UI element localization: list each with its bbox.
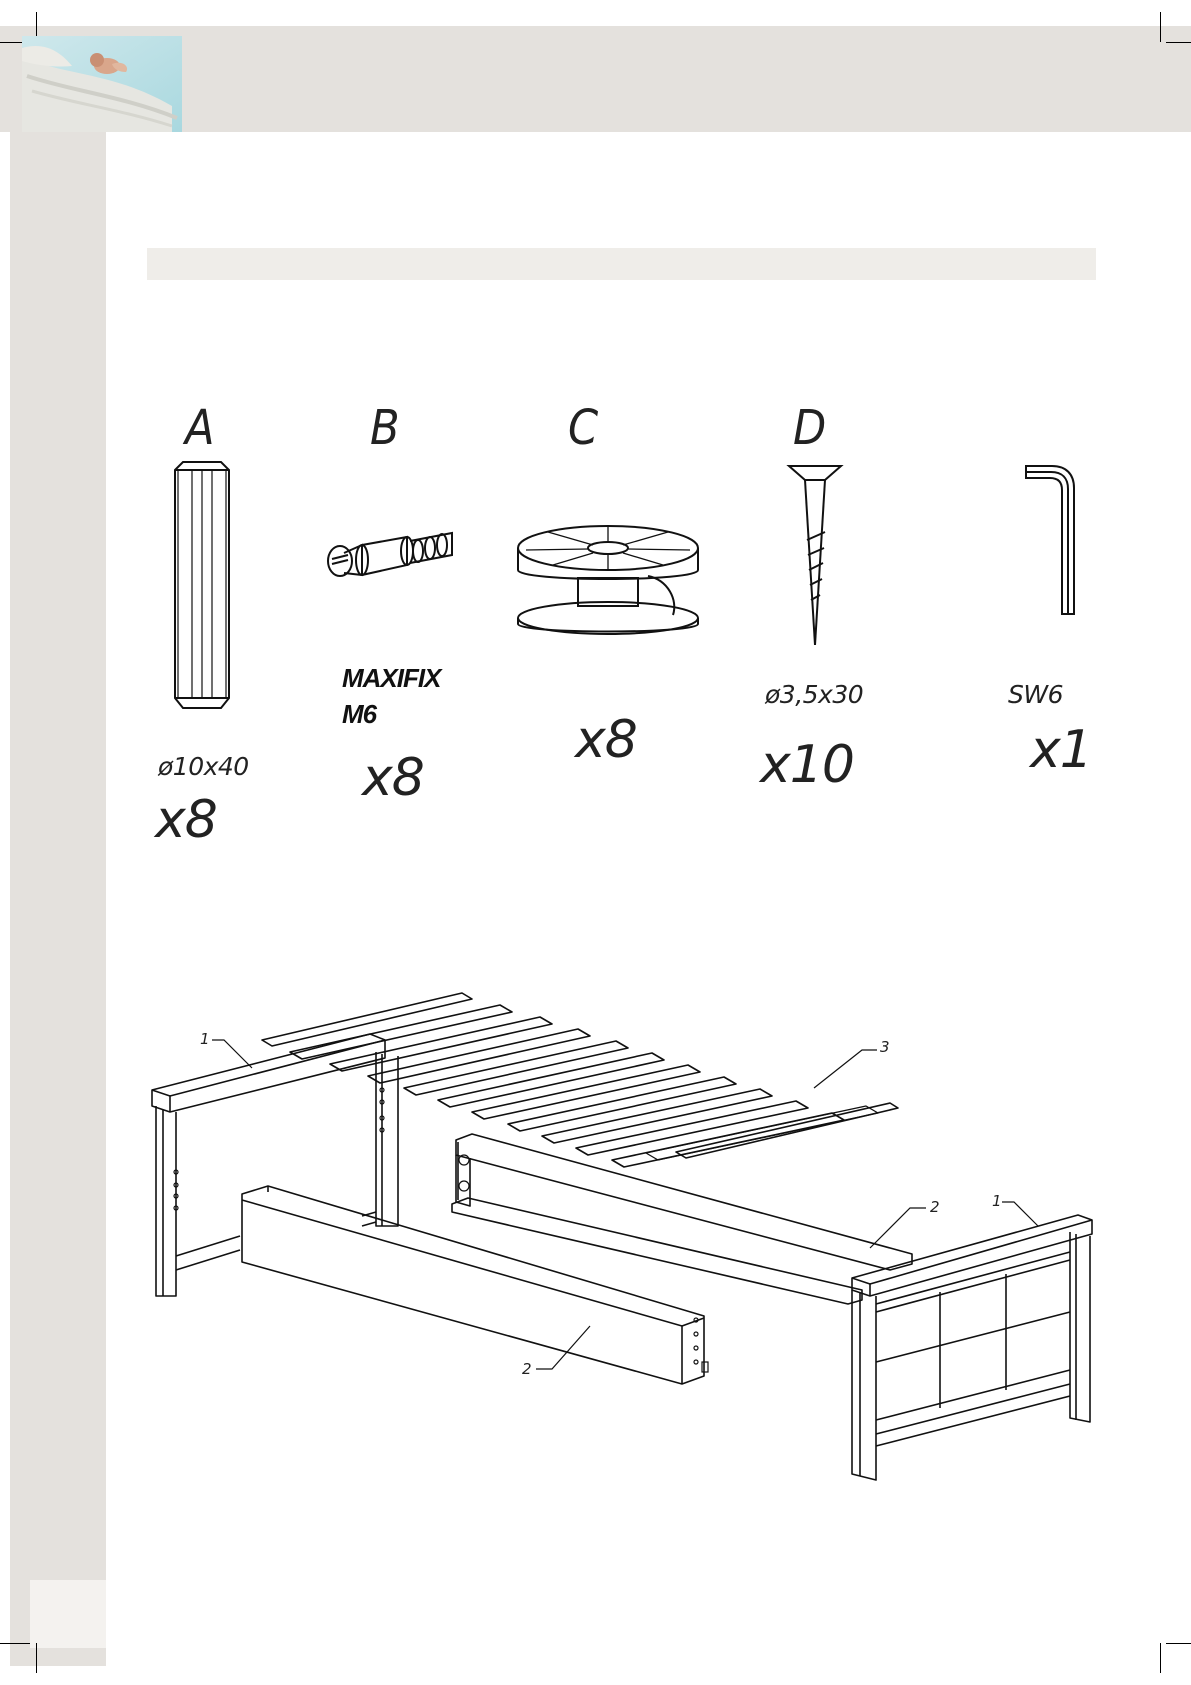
part-a-spec: ø10x40 xyxy=(158,752,249,781)
callout-label: 2 xyxy=(930,1198,940,1216)
part-d-spec: ø3,5x30 xyxy=(765,680,864,709)
callout-label: 1 xyxy=(992,1192,1002,1210)
part-e-qty: x1 xyxy=(1030,720,1092,780)
part-d-letter: D xyxy=(793,400,827,456)
part-a-letter: A xyxy=(185,400,215,456)
part-c-letter: C xyxy=(568,400,599,456)
callout-label: 2 xyxy=(522,1360,532,1378)
callout-label: 1 xyxy=(200,1030,210,1048)
part-a-qty: x8 xyxy=(155,790,217,850)
brand-line-2: M6 xyxy=(342,699,377,729)
brand-line-1: MAXIFIX xyxy=(342,663,441,693)
part-d-qty: x10 xyxy=(760,735,854,795)
part-b-qty: x8 xyxy=(362,748,424,808)
part-e-spec: SW6 xyxy=(1008,680,1063,709)
part-c-qty: x8 xyxy=(575,710,637,770)
part-b-letter: B xyxy=(370,400,400,456)
callout-label: 3 xyxy=(880,1038,890,1056)
